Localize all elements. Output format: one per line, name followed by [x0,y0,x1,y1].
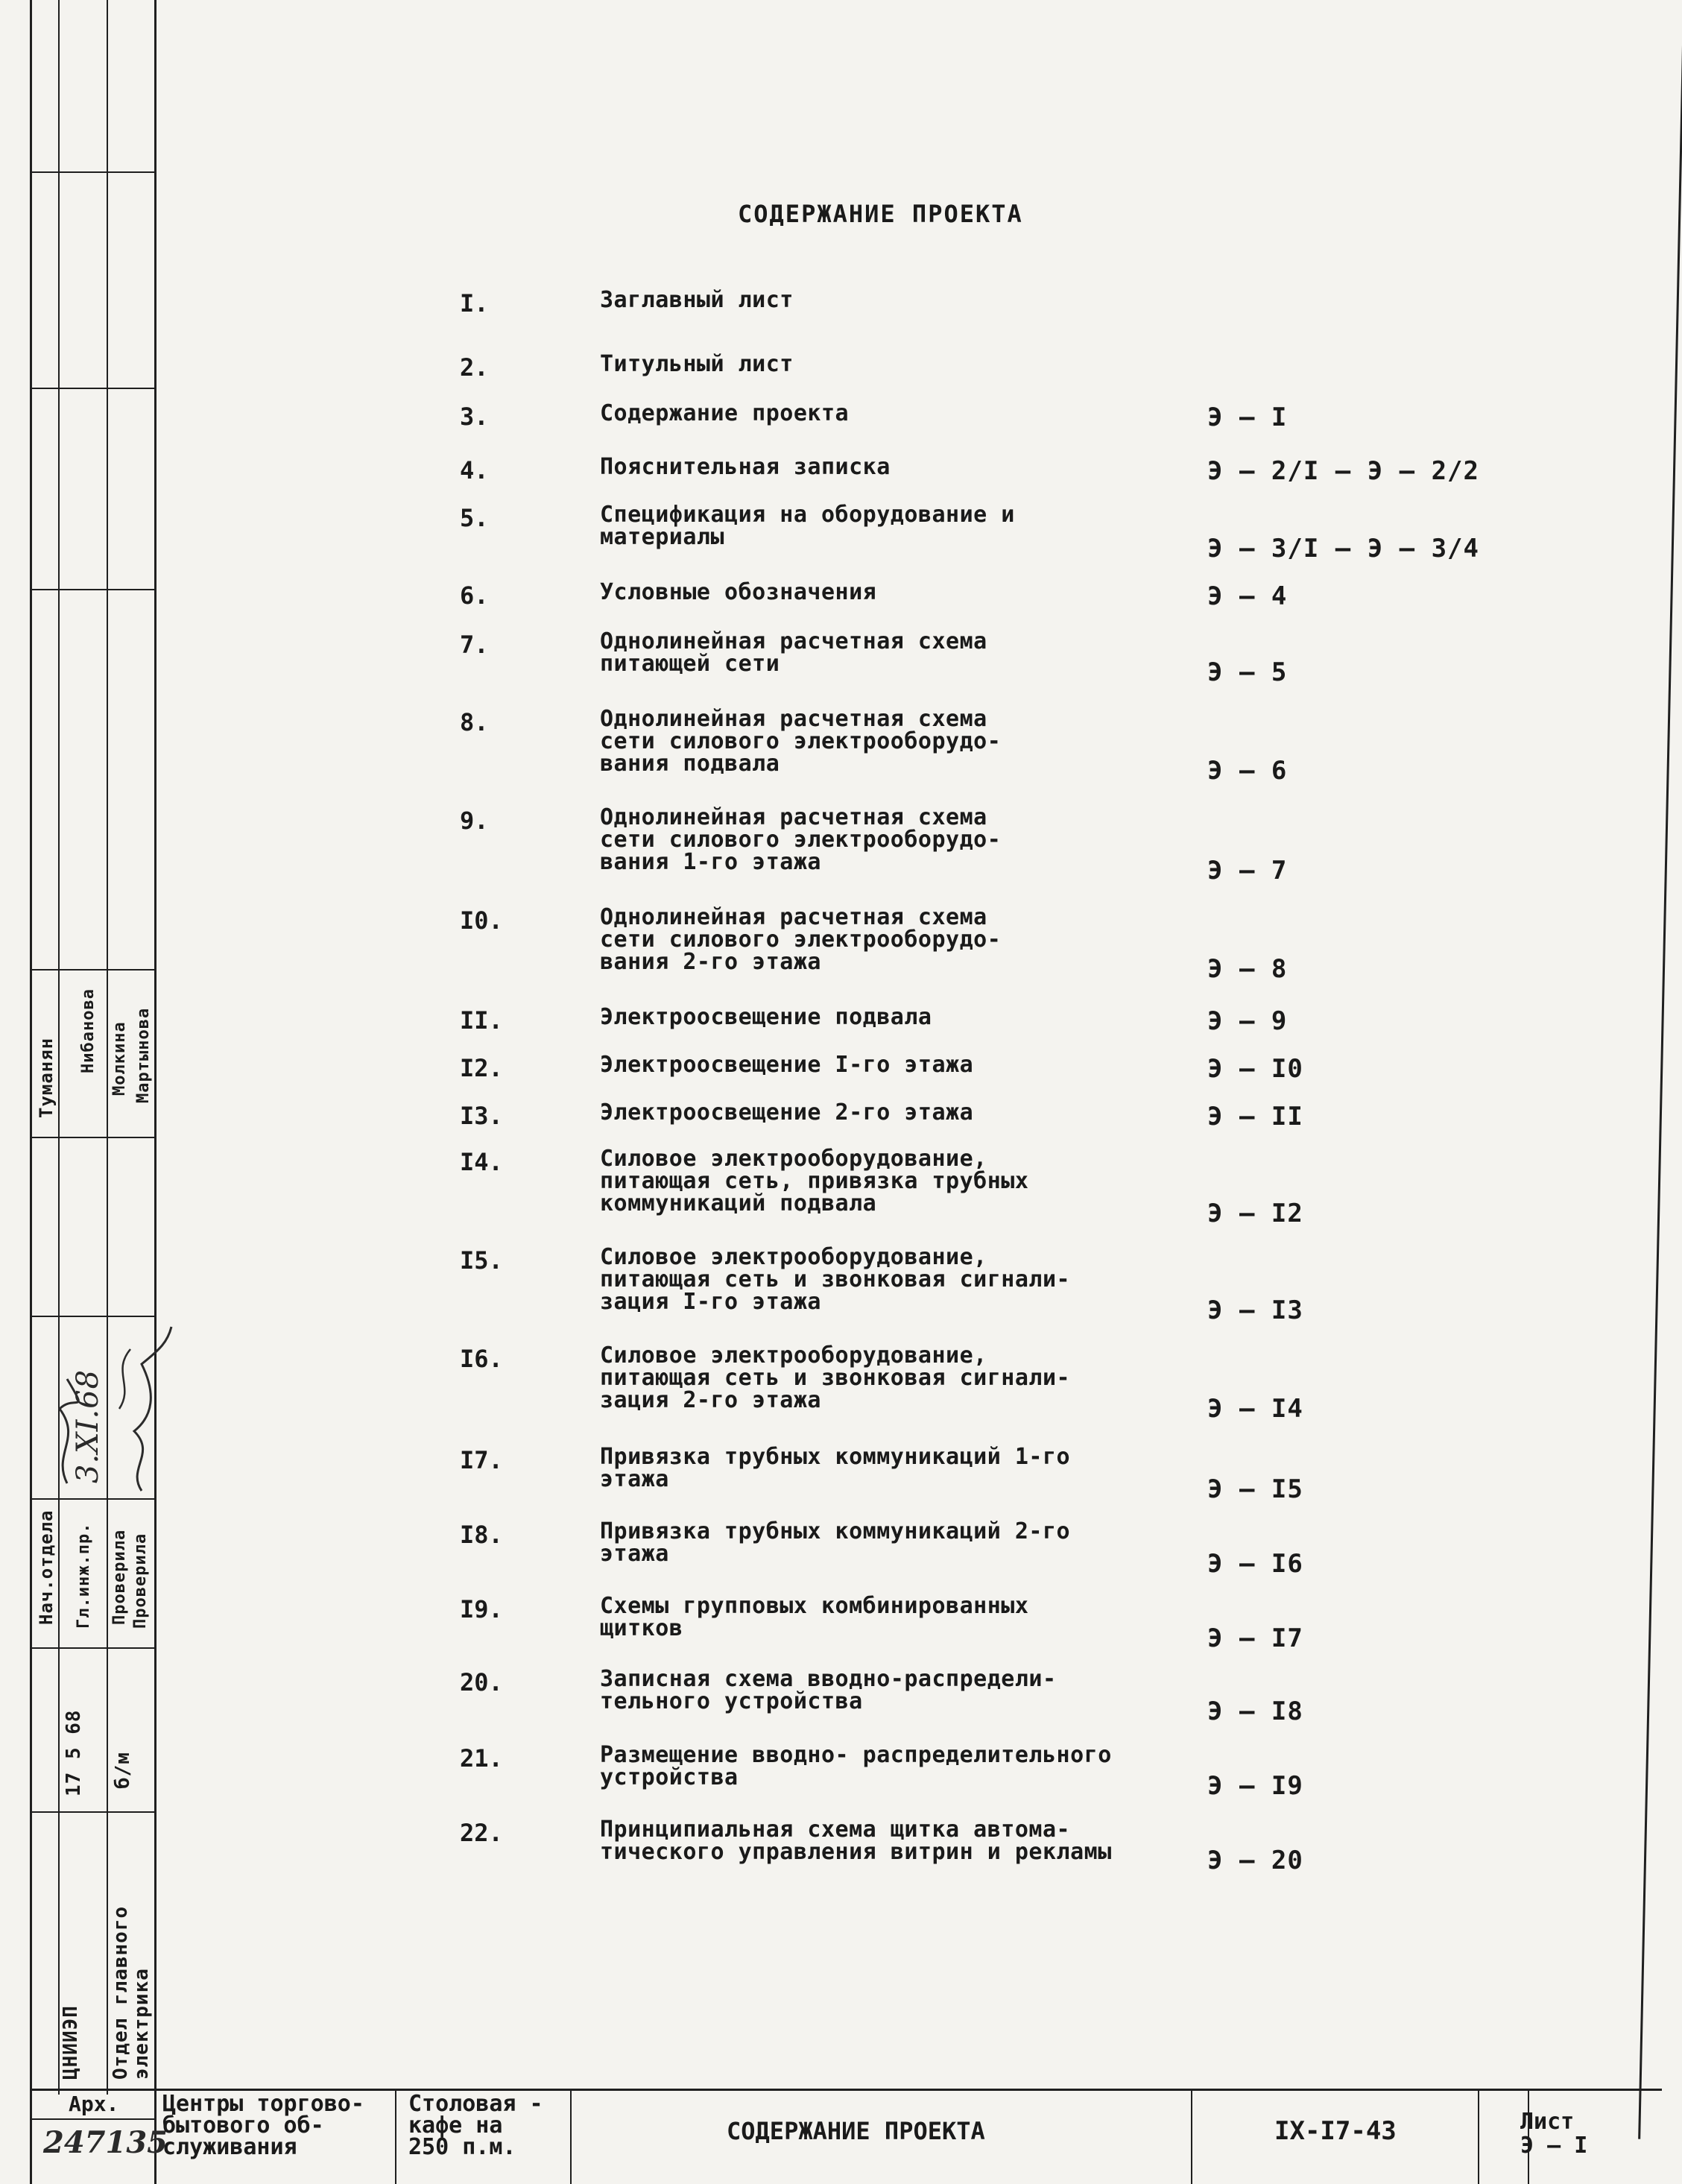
entry-sheet-ref: Э – 20 [1207,1846,1303,1875]
entry-number: I4. [460,1148,503,1176]
arch-number: 247135 [43,2125,168,2160]
entry-number: I8. [460,1521,503,1549]
stamp-frame-line-1 [58,0,60,2095]
entry-number: II. [460,1006,503,1035]
entry-title: Однолинейная расчетная схема сети силового электрооборудо- вания 2-го этажа [600,904,1002,975]
stamp-name-4: Мартынова [134,1007,153,1103]
entry-number: 8. [460,708,489,736]
entry-title: Однолинейная расчетная схема сети силового электрооборудо- вания подвала [600,706,1002,777]
stamp-divider [30,388,155,389]
entry-title: Принципиальная схема щитка автома- тического управления витрин и рекламы [600,1817,1112,1865]
entry-title: Привязка трубных коммуникаций 1-го этажа [600,1444,1071,1492]
arch-underline [30,2118,155,2120]
entry-number: I0. [460,906,503,935]
entry-number: 3. [460,403,489,431]
arch-label: Арх. [69,2092,119,2116]
sheet-title: СОДЕРЖАНИЕ ПРОЕКТА [727,2117,985,2145]
stamp-divider [30,969,155,971]
entry-sheet-ref: Э – I5 [1207,1474,1303,1504]
stamp-signature-date: 3.XI.68 [71,1369,105,1483]
entry-title: Электроосвещение подвала [600,1004,932,1030]
entry-number: 4. [460,456,489,485]
entry-title: Однолинейная расчетная схема питающей сети [600,628,987,677]
stamp-role-4: Проверила [131,1533,150,1629]
entry-title: Заглавный лист [600,287,794,313]
entry-title: Силовое электрооборудование, питающая сеть и звонковая сигнали- зация 2-го этажа [600,1342,1071,1413]
entry-sheet-ref: Э – 7 [1207,856,1288,886]
entry-title: Силовое электрооборудование, питающая сеть, привязка трубных коммуникаций подвала [600,1146,1029,1216]
entry-sheet-ref: Э – 9 [1207,1006,1288,1036]
entry-sheet-ref: Э – II [1207,1102,1303,1132]
entry-sheet-ref: Э – 5 [1207,657,1288,687]
stamp-name-1: Туманян [36,1037,57,1118]
drawing-code: IХ-I7-43 [1274,2116,1397,2146]
entry-title: Записная схема вводно-распредели- тельного устройства [600,1666,1057,1714]
stamp-name-2: Нибанова [79,988,98,1073]
stamp-role-2: Гл.инж.пр. [75,1522,93,1629]
entry-sheet-ref: Э – I7 [1207,1623,1303,1653]
stamp-name-3: Молкина [110,1021,129,1096]
entry-number: 9. [460,807,489,835]
entry-number: 21. [460,1744,503,1773]
entry-title: Привязка трубных коммуникаций 2-го этажа [600,1518,1071,1567]
entry-title: Пояснительная записка [600,454,891,480]
title-block-divider [570,2089,572,2184]
inner-frame-line [154,0,156,2184]
entry-sheet-ref: Э – I9 [1207,1771,1303,1801]
entry-sheet-ref: Э – I3 [1207,1295,1303,1325]
entry-title: Однолинейная расчетная схема сети силового электрооборудо- вания 1-го этажа [600,804,1002,875]
entry-number: 6. [460,581,489,610]
sheet-label: Лист [1520,2109,1575,2135]
entry-title: Титульный лист [600,351,794,377]
entry-title: Силовое электрооборудование, питающая сеть и звонковая сигнали- зация I-го этажа [600,1244,1071,1315]
entry-sheet-ref: Э – I8 [1207,1697,1303,1726]
object-name: Столовая - кафе на 250 п.м. [408,2091,543,2160]
entry-number: I9. [460,1595,503,1623]
stamp-role-1: Нач.отдела [36,1509,57,1625]
stamp-org: ЦНИИЭП [60,2005,82,2080]
entry-number: 7. [460,631,489,659]
entry-number: 5. [460,504,489,532]
stamp-divider [30,171,155,173]
page-title: СОДЕРЖАНИЕ ПРОЕКТА [738,200,1023,228]
sheet-number: Э – I [1520,2133,1588,2159]
stamp-dept: Отдел главного электрика [110,1905,153,2080]
stamp-divider [30,589,155,590]
entry-title: Электроосвещение 2-го этажа [600,1099,974,1126]
entry-number: I. [460,289,489,318]
handwritten-signatures [30,1319,179,1498]
entry-number: I7. [460,1446,503,1474]
entry-sheet-ref: Э – 8 [1207,954,1288,984]
entry-number: I5. [460,1246,503,1275]
entry-sheet-ref: Э – I0 [1207,1054,1303,1084]
stamp-divider [30,1498,155,1500]
stamp-divider [30,1811,155,1813]
stamp-divider [30,1316,155,1317]
entry-title: Размещение вводно- распределительного устройства [600,1742,1112,1790]
project-name: Центры торгово- бытового об- служивания [162,2091,364,2160]
entry-number: 2. [460,353,489,382]
stamp-code: б/м [112,1752,134,1789]
title-block-divider [395,2089,396,2184]
entry-title: Схемы групповых комбинированных щитков [600,1593,1029,1641]
entry-sheet-ref: Э – I2 [1207,1199,1303,1228]
entry-title: Спецификация на оборудование и материалы [600,502,1015,550]
title-block-divider [1478,2089,1479,2184]
entry-sheet-ref: Э – 4 [1207,581,1288,611]
entry-number: I3. [460,1102,503,1130]
entry-sheet-ref: Э – I6 [1207,1549,1303,1579]
entry-number: I6. [460,1345,503,1373]
entry-sheet-ref: Э – 3/I – Э – 3/4 [1207,534,1479,564]
stamp-role-3: Проверила [110,1529,129,1625]
entry-number: 20. [460,1668,503,1697]
title-block-divider [1191,2089,1192,2184]
entry-sheet-ref: Э – I4 [1207,1394,1303,1424]
stamp-divider [30,1647,155,1649]
right-frame-line [1638,15,1682,2139]
entry-title: Содержание проекта [600,400,850,426]
entry-number: I2. [460,1054,503,1082]
entry-sheet-ref: Э – I [1207,403,1288,432]
entry-number: 22. [460,1819,503,1847]
stamp-divider [30,1137,155,1138]
entry-sheet-ref: Э – 2/I – Э – 2/2 [1207,456,1479,486]
entry-title: Электроосвещение I-го этажа [600,1052,974,1078]
entry-title: Условные обозначения [600,579,877,605]
stamp-date: 17 5 68 [63,1709,85,1796]
stamp-frame-line-2 [107,0,108,2095]
entry-sheet-ref: Э – 6 [1207,756,1288,786]
left-frame-line [30,0,32,2184]
